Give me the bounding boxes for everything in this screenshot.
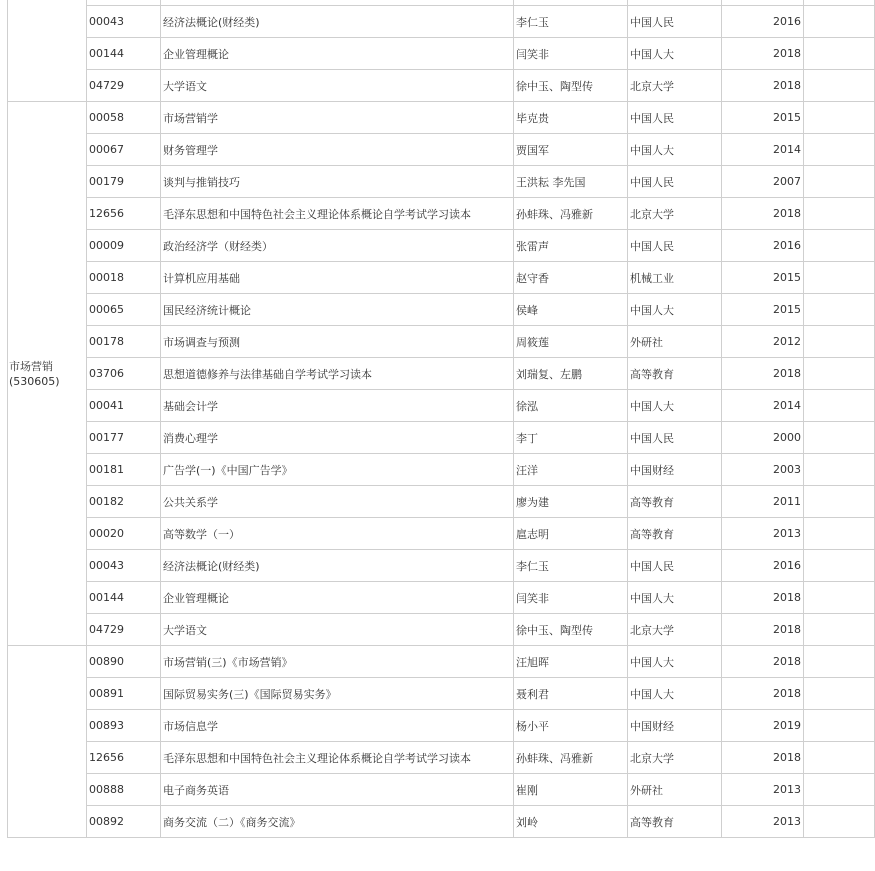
year-cell: 2018: [722, 70, 804, 102]
publisher-cell: 中国人民: [628, 102, 722, 134]
author-cell: 徐中玉、陶型传: [514, 614, 628, 646]
publisher-cell: 中国人民: [628, 6, 722, 38]
year-cell: 2015: [722, 262, 804, 294]
year-cell: 2011: [722, 486, 804, 518]
course-code-cell: 00892: [87, 806, 161, 838]
year-cell: 2016: [722, 6, 804, 38]
table-row: [8, 742, 875, 774]
notes-cell: [804, 102, 875, 134]
publisher-cell: 中国人大: [628, 390, 722, 422]
notes-cell: [804, 774, 875, 806]
notes-cell: [804, 134, 875, 166]
publisher-cell: 中国人大: [628, 134, 722, 166]
notes-cell: [804, 390, 875, 422]
table-row: [8, 230, 875, 262]
year-cell: 2013: [722, 806, 804, 838]
author-cell: 杨小平: [514, 710, 628, 742]
course-code-cell: 04729: [87, 70, 161, 102]
course-code-cell: 00018: [87, 262, 161, 294]
course-code-cell: 00144: [87, 582, 161, 614]
publisher-cell: 机械工业: [628, 262, 722, 294]
course-code-cell: 00067: [87, 134, 161, 166]
course-name-cell: 消费心理学: [161, 422, 514, 454]
author-cell: 孙蚌珠、冯雅新: [514, 742, 628, 774]
course-name-cell: 谈判与推销技巧: [161, 166, 514, 198]
course-name-cell: 思想道德修养与法律基础自学考试学习读本: [161, 358, 514, 390]
publisher-cell: 北京大学: [628, 70, 722, 102]
notes-cell: [804, 262, 875, 294]
year-cell: 2016: [722, 550, 804, 582]
author-cell: 周筱莲: [514, 326, 628, 358]
course-name-cell: 企业管理概论: [161, 38, 514, 70]
course-name-cell: 高等数学（一）: [161, 518, 514, 550]
notes-cell: [804, 70, 875, 102]
course-code-cell: 00043: [87, 6, 161, 38]
notes-cell: [804, 198, 875, 230]
notes-cell: [804, 358, 875, 390]
course-name-cell: 广告学(一)《中国广告学》: [161, 454, 514, 486]
course-name-cell: 毛泽东思想和中国特色社会主义理论体系概论自学考试学习读本: [161, 742, 514, 774]
author-cell: 刘瑞复、左鹏: [514, 358, 628, 390]
year-cell: 2014: [722, 390, 804, 422]
notes-cell: [804, 518, 875, 550]
year-cell: 2018: [722, 678, 804, 710]
publisher-cell: 中国人大: [628, 38, 722, 70]
notes-cell: [804, 294, 875, 326]
course-name-cell: 市场营销学: [161, 102, 514, 134]
course-code-cell: 00179: [87, 166, 161, 198]
table-row: [8, 710, 875, 742]
notes-cell: [804, 230, 875, 262]
publisher-cell: 高等教育: [628, 518, 722, 550]
publisher-cell: 北京大学: [628, 742, 722, 774]
course-name-cell: 财务管理学: [161, 134, 514, 166]
course-code-cell: 00893: [87, 710, 161, 742]
author-cell: 李仁玉: [514, 550, 628, 582]
year-cell: 2014: [722, 134, 804, 166]
course-table: [7, 0, 875, 838]
publisher-cell: 外研社: [628, 774, 722, 806]
publisher-cell: 中国财经: [628, 710, 722, 742]
notes-cell: [804, 422, 875, 454]
table-row: [8, 70, 875, 102]
course-name-cell: 计算机应用基础: [161, 262, 514, 294]
notes-cell: [804, 38, 875, 70]
course-name-cell: 商务交流（二）《商务交流》: [161, 806, 514, 838]
course-code-cell: 00020: [87, 518, 161, 550]
author-cell: 王洪耘 李先国: [514, 166, 628, 198]
major-cell: 市场营销 (530605): [8, 102, 87, 646]
author-cell: 闫笑非: [514, 38, 628, 70]
notes-cell: [804, 6, 875, 38]
publisher-cell: 中国人民: [628, 422, 722, 454]
year-cell: 2018: [722, 582, 804, 614]
year-cell: 2016: [722, 230, 804, 262]
author-cell: 毕克贵: [514, 102, 628, 134]
publisher-cell: 中国人民: [628, 230, 722, 262]
table-row: [8, 134, 875, 166]
course-name-cell: 经济法概论(财经类): [161, 550, 514, 582]
table-row: [8, 774, 875, 806]
course-name-cell: 电子商务英语: [161, 774, 514, 806]
table-row: [8, 38, 875, 70]
course-code-cell: 04729: [87, 614, 161, 646]
course-code-cell: 00178: [87, 326, 161, 358]
year-cell: 2015: [722, 294, 804, 326]
notes-cell: [804, 166, 875, 198]
course-name-cell: 经济法概论(财经类): [161, 6, 514, 38]
year-cell: 2013: [722, 518, 804, 550]
notes-cell: [804, 806, 875, 838]
author-cell: 崔刚: [514, 774, 628, 806]
publisher-cell: 中国人大: [628, 646, 722, 678]
publisher-cell: 北京大学: [628, 198, 722, 230]
notes-cell: [804, 454, 875, 486]
table-row: [8, 518, 875, 550]
notes-cell: [804, 742, 875, 774]
author-cell: 张雷声: [514, 230, 628, 262]
author-cell: 李仁玉: [514, 6, 628, 38]
publisher-cell: 高等教育: [628, 806, 722, 838]
course-code-cell: 00888: [87, 774, 161, 806]
table-row: [8, 806, 875, 838]
table-row: [8, 262, 875, 294]
table-row: [8, 486, 875, 518]
year-cell: 2019: [722, 710, 804, 742]
year-cell: 2012: [722, 326, 804, 358]
author-cell: 扈志明: [514, 518, 628, 550]
publisher-cell: 中国人民: [628, 166, 722, 198]
author-cell: 汪旭晖: [514, 646, 628, 678]
year-cell: 2018: [722, 742, 804, 774]
year-cell: 2018: [722, 614, 804, 646]
year-cell: 2018: [722, 38, 804, 70]
course-code-cell: 00182: [87, 486, 161, 518]
table-row: [8, 678, 875, 710]
course-code-cell: 12656: [87, 198, 161, 230]
author-cell: 闫笑非: [514, 582, 628, 614]
author-cell: 李丁: [514, 422, 628, 454]
course-name-cell: 政治经济学（财经类）: [161, 230, 514, 262]
course-name-cell: 国民经济统计概论: [161, 294, 514, 326]
course-name-cell: 公共关系学: [161, 486, 514, 518]
notes-cell: [804, 486, 875, 518]
course-code-cell: 00144: [87, 38, 161, 70]
publisher-cell: 中国人大: [628, 582, 722, 614]
course-code-cell: 00177: [87, 422, 161, 454]
publisher-cell: 中国财经: [628, 454, 722, 486]
table-row: [8, 454, 875, 486]
table-row: [8, 646, 875, 678]
year-cell: 2007: [722, 166, 804, 198]
course-code-cell: 00043: [87, 550, 161, 582]
course-name-cell: 基础会计学: [161, 390, 514, 422]
year-cell: 2018: [722, 198, 804, 230]
author-cell: 侯峰: [514, 294, 628, 326]
year-cell: 2013: [722, 774, 804, 806]
year-cell: 2000: [722, 422, 804, 454]
table-row: [8, 102, 875, 134]
table-row: [8, 198, 875, 230]
course-code-cell: 00009: [87, 230, 161, 262]
course-code-cell: 00181: [87, 454, 161, 486]
course-code-cell: 00058: [87, 102, 161, 134]
course-code-cell: 00041: [87, 390, 161, 422]
publisher-cell: 中国人民: [628, 550, 722, 582]
author-cell: 廖为建: [514, 486, 628, 518]
notes-cell: [804, 550, 875, 582]
publisher-cell: 高等教育: [628, 486, 722, 518]
table-row: [8, 6, 875, 38]
table-row: [8, 550, 875, 582]
publisher-cell: 中国人大: [628, 678, 722, 710]
course-code-cell: 00890: [87, 646, 161, 678]
author-cell: 孙蚌珠、冯雅新: [514, 198, 628, 230]
publisher-cell: 外研社: [628, 326, 722, 358]
course-name-cell: 大学语文: [161, 70, 514, 102]
publisher-cell: 高等教育: [628, 358, 722, 390]
table-row: [8, 422, 875, 454]
author-cell: 徐泓: [514, 390, 628, 422]
notes-cell: [804, 582, 875, 614]
publisher-cell: 中国人大: [628, 294, 722, 326]
table-row: [8, 390, 875, 422]
notes-cell: [804, 614, 875, 646]
table-row: [8, 326, 875, 358]
notes-cell: [804, 710, 875, 742]
author-cell: 汪洋: [514, 454, 628, 486]
year-cell: 2003: [722, 454, 804, 486]
course-name-cell: 企业管理概论: [161, 582, 514, 614]
table-row: [8, 358, 875, 390]
notes-cell: [804, 678, 875, 710]
author-cell: 刘岭: [514, 806, 628, 838]
year-cell: 2015: [722, 102, 804, 134]
author-cell: 贾国军: [514, 134, 628, 166]
course-name-cell: 市场信息学: [161, 710, 514, 742]
year-cell: 2018: [722, 358, 804, 390]
course-name-cell: 市场调查与预测: [161, 326, 514, 358]
course-name-cell: 市场营销(三)《市场营销》: [161, 646, 514, 678]
table-row: [8, 294, 875, 326]
author-cell: 赵守香: [514, 262, 628, 294]
major-cell: [8, 646, 87, 838]
table-row: [8, 582, 875, 614]
course-code-cell: 00065: [87, 294, 161, 326]
course-name-cell: 大学语文: [161, 614, 514, 646]
course-name-cell: 毛泽东思想和中国特色社会主义理论体系概论自学考试学习读本: [161, 198, 514, 230]
course-code-cell: 12656: [87, 742, 161, 774]
year-cell: 2018: [722, 646, 804, 678]
notes-cell: [804, 646, 875, 678]
author-cell: 徐中玉、陶型传: [514, 70, 628, 102]
author-cell: 聂利君: [514, 678, 628, 710]
course-name-cell: 国际贸易实务(三)《国际贸易实务》: [161, 678, 514, 710]
notes-cell: [804, 326, 875, 358]
table-row: [8, 614, 875, 646]
course-code-cell: 03706: [87, 358, 161, 390]
table-row: [8, 166, 875, 198]
course-code-cell: 00891: [87, 678, 161, 710]
major-cell: [8, 0, 87, 102]
publisher-cell: 北京大学: [628, 614, 722, 646]
